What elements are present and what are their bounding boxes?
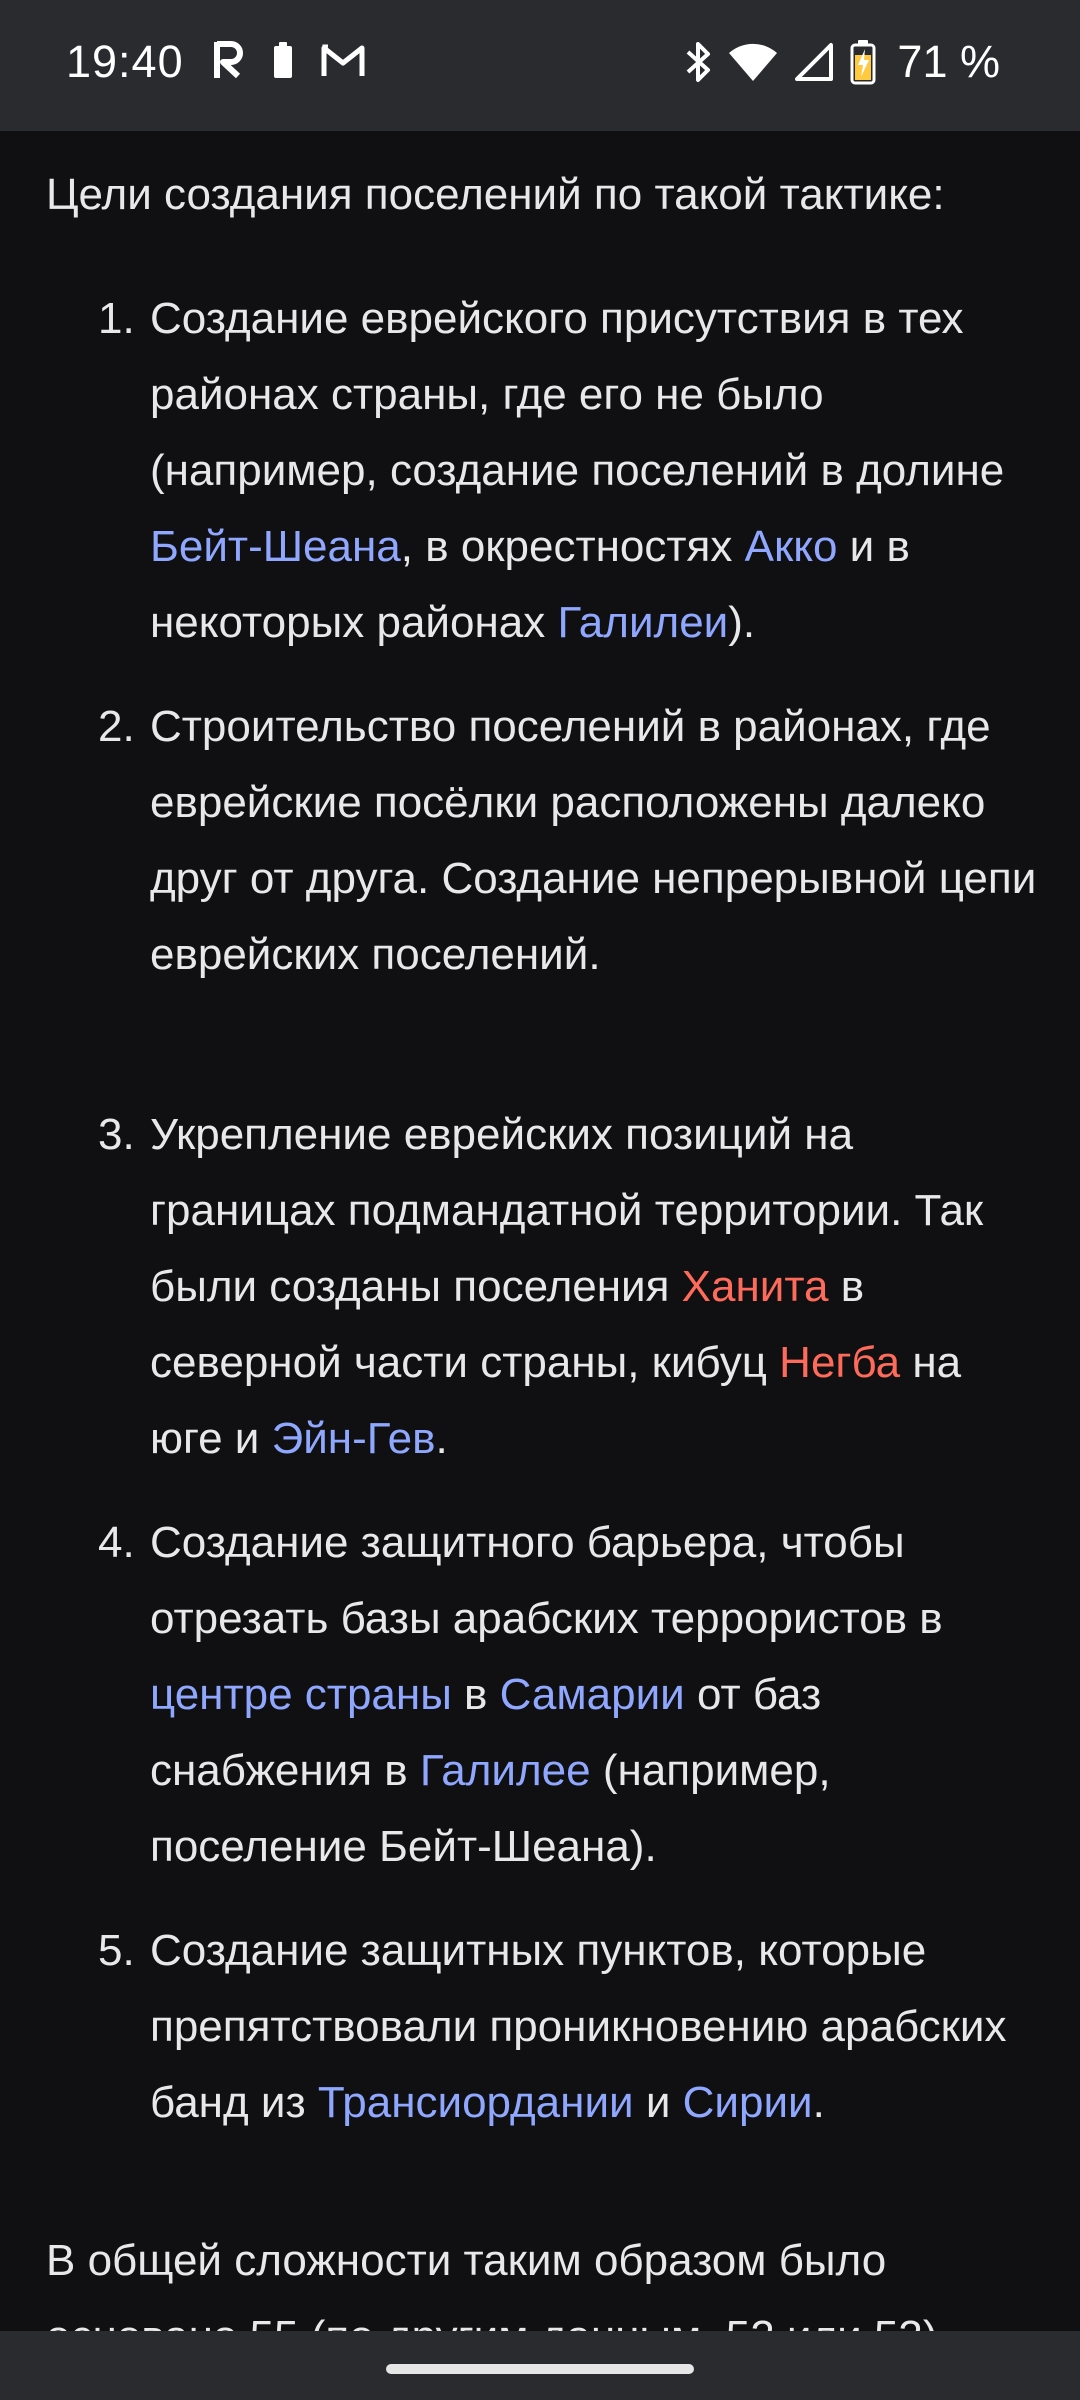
status-time: 19:40 [66,36,184,87]
bluetooth-icon [683,40,713,84]
text-run: Укрепление еврейских позиций на границах подмандатной территории. Так были созданы поселения [150,1110,984,1311]
outro-paragraph: В общей сложности таким образом было [46,2236,887,2285]
missing-article-link[interactable]: Ханита [681,1262,829,1311]
wifi-icon [727,41,779,83]
missing-article-link[interactable]: Негба [779,1338,901,1387]
wiki-link[interactable]: Бейт-Шеана [150,522,401,571]
list-item-text [150,1505,1040,1885]
wiki-link[interactable]: центре страны [150,1670,452,1719]
text-run: в [451,1670,500,1719]
wiki-link[interactable]: Эйн-Гев [271,1414,436,1463]
list-item-number: 3. [98,1110,135,1159]
text-run: и [633,2078,683,2127]
notification-icons [212,40,366,80]
text-run: Создание еврейского присутствия в тех районах страны, где его не было (например, создание поселений в долине [150,294,1005,495]
list-item-text [150,1097,1040,1477]
home-handle[interactable] [386,2364,694,2374]
wiki-link[interactable]: Трансиордании [317,2078,634,2127]
list-item-number: 4. [98,1518,135,1567]
gmail-icon [320,42,366,78]
list-item-text [150,281,1040,661]
wiki-link[interactable]: Галилее [419,1746,591,1795]
wiki-link[interactable]: Галилеи [557,598,729,647]
wiki-link[interactable]: Самарии [499,1670,685,1719]
signal-icon [793,41,835,83]
r-app-icon [212,40,246,80]
list-item-text [150,1913,1040,2141]
list-item-text [150,689,1040,993]
text-run: . [435,1414,448,1463]
text-run: , в окрестностях [400,522,745,571]
text-run: от баз снабжения в [150,1670,822,1795]
text-run: (например, поселение Бейт-Шеана). [150,1746,831,1871]
text-run: ). [728,598,756,647]
list-item-number: 5. [98,1926,135,1975]
gesture-navigation-bar [0,2331,1080,2400]
text-run: Создание защитных пунктов, которые препятствовали проникновению арабских банд из [150,1926,1007,2127]
wiki-link[interactable]: Сирии [682,2078,813,2127]
wiki-link[interactable]: Акко [744,522,838,571]
article-content[interactable] [0,131,1080,2331]
list-item-number: 2. [98,702,135,751]
intro-paragraph: Цели создания поселений по такой тактике: [46,170,945,219]
text-run: Создание защитного барьера, чтобы отрезать базы арабских террористов в [150,1518,943,1643]
text-run: на юге и [150,1338,962,1463]
text-run: и в некоторых районах [150,522,910,647]
text-run: Строительство поселений в районах, где еврейские посёлки расположены далеко друг от друга. Создание непрерывной цепи еврейских поселений. [150,702,1037,979]
battery-percent: 71 % [897,36,1000,87]
text-run: . [812,2078,825,2127]
list-item-number: 1. [98,294,135,343]
device-icon [272,40,294,80]
system-icons [683,36,1000,88]
status-bar [0,0,1080,131]
battery-charging-icon [849,39,877,85]
text-run: в северной части страны, кибуц [150,1262,865,1387]
